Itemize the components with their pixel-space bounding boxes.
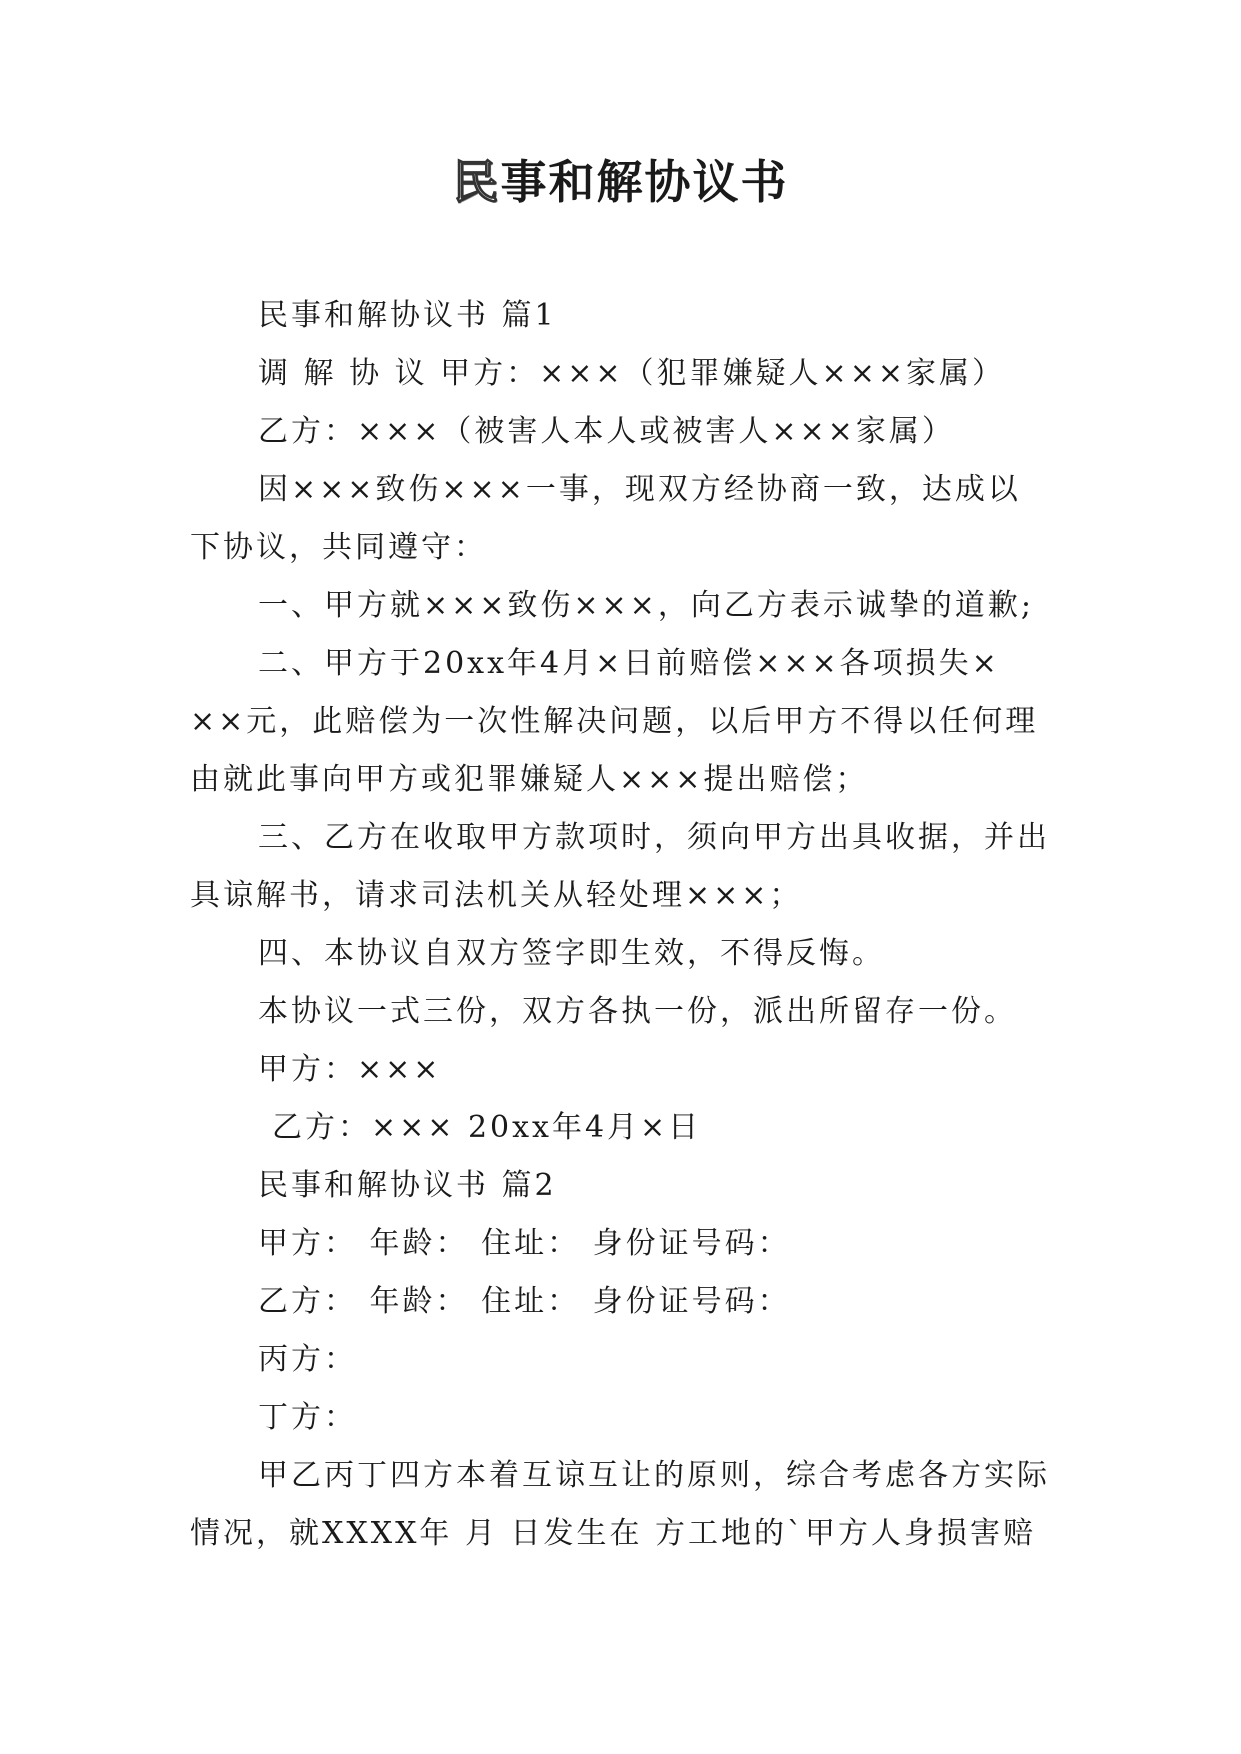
title-rest: 事和解协议书 — [500, 155, 789, 209]
clause-2-line: 由就此事向甲方或犯罪嫌疑人×××提出赔偿； — [190, 762, 869, 797]
body-paragraph-line: 因×××致伤×××一事，现双方经协商一致，达成以 — [258, 472, 1021, 507]
party-b-line: 乙方：×××（被害人本人或被害人×××家属） — [258, 414, 955, 449]
party-d-line: 丁方： — [258, 1400, 357, 1435]
copies-line: 本协议一式三份，双方各执一份，派出所留存一份。 — [258, 994, 1017, 1029]
document-title — [0, 152, 1241, 212]
party-b-info-line: 乙方： 年龄： 住址： 身份证号码： — [258, 1284, 791, 1319]
signature-party-a: 甲方：××× — [258, 1052, 442, 1087]
title-first-char: 民 — [452, 155, 501, 209]
clause-1-line: 一、甲方就×××致伤×××，向乙方表示诚挚的道歉; — [258, 588, 1034, 623]
clause-2-line: 二、甲方于20xx年4月×日前赔偿×××各项损失× — [258, 646, 1000, 681]
clause-3-line: 三、乙方在收取甲方款项时，须向甲方出具收据，并出 — [258, 820, 1050, 855]
body-paragraph-line: 下协议，共同遵守： — [190, 530, 487, 565]
body-paragraph-line: 情况，就XXXX年 月 日发生在 方工地的`甲方人身损害赔 — [190, 1516, 1037, 1551]
party-a-info-line: 甲方： 年龄： 住址： 身份证号码： — [258, 1226, 791, 1261]
section-heading-2: 民事和解协议书 篇2 — [258, 1168, 557, 1203]
mediation-parties-line: 调 解 协 议 甲方：×××（犯罪嫌疑人×××家属） — [258, 356, 1005, 391]
body-paragraph-line: 甲乙丙丁四方本着互谅互让的原则，综合考虑各方实际 — [258, 1458, 1050, 1493]
clause-4-line: 四、本协议自双方签字即生效，不得反悔。 — [258, 936, 885, 971]
party-c-line: 丙方： — [258, 1342, 357, 1377]
section-heading-1: 民事和解协议书 篇1 — [258, 298, 557, 333]
clause-3-line: 具谅解书，请求司法机关从轻处理×××； — [190, 878, 803, 913]
signature-party-b-date: 乙方：××× 20xx年4月×日 — [272, 1110, 702, 1145]
clause-2-line: ××元，此赔偿为一次性解决问题，以后甲方不得以任何理 — [190, 704, 1039, 739]
